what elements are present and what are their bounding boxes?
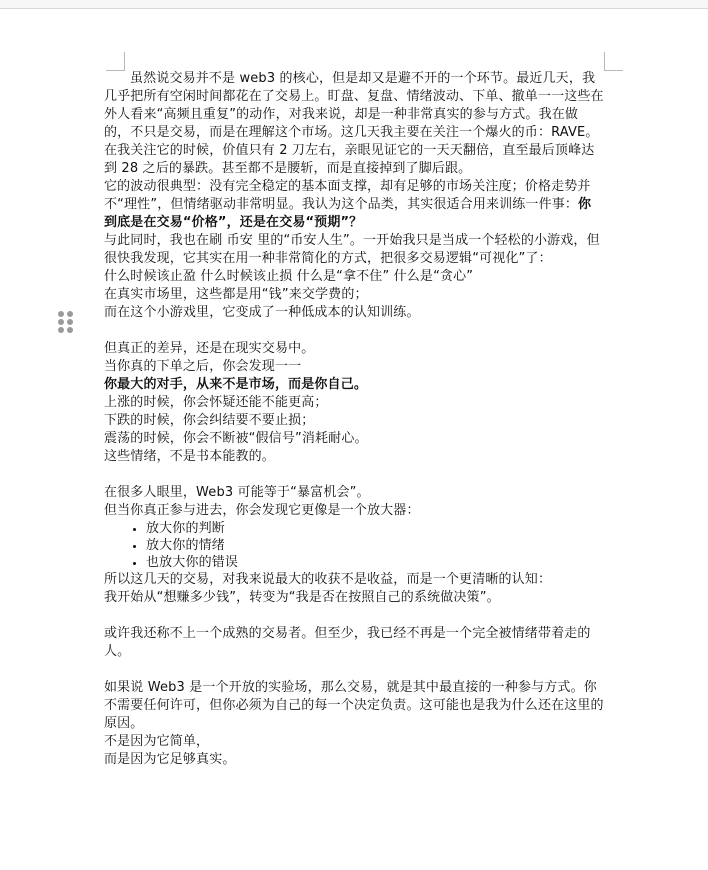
- drag-dot-icon: [67, 319, 73, 325]
- drag-dot-icon: [67, 327, 73, 333]
- paragraph-amplifier: 但当你真正参与进去，你会发现它更像是一个放大器：: [104, 503, 420, 518]
- paragraph-real-market: 在真实市场里，这些都是用“钱”来交学费的；: [104, 287, 368, 302]
- paragraph-mature-trader: 或许我还称不上一个成熟的交易者。但至少，我已经不再是一个完全被情绪带着走的人。: [104, 626, 591, 659]
- paragraph-real-difference: 但真正的差异，还是在现实交易中。: [104, 341, 315, 356]
- drag-dot-icon: [58, 327, 64, 333]
- paragraph-volatility: [104, 178, 604, 232]
- list-item: • 放大你的判断: [146, 520, 604, 537]
- paragraph-low-cost: 而在这个小游戏里，它变成了一种低成本的认知训练。: [104, 305, 420, 320]
- paragraph-falling: 下跌的时候，你会纠结要不要止损；: [104, 413, 315, 428]
- paragraph-volatility-question: 你到底是在交易“价格”，还是在交易“预期”？: [104, 197, 592, 230]
- page-top-border: [0, 0, 708, 9]
- drag-dot-icon: [67, 311, 73, 317]
- paragraph-open-lab: 如果说 Web3 是一个开放的实验场，那么交易，就是其中最直接的一种参与方式。你不需要任何许可，但你必须为自己的每一个决定负责。这可能也是我为什么还在这里的原因。: [104, 680, 604, 731]
- paragraph-intro: 虽然说交易并不是 web3 的核心，但是却又是避不开的一个环节。最近几天，我几乎把所有空闲时间都花在了交易上。盯盘、复盘、情绪波动、下单、撤单一一这些在外人看来“高频且重复”的动作，对我来说，却是一种非常真实的参与方式。我在做的，不只是交易，而是在理解这个市场。这几天我主要在关注一个爆火的币：RAVE。在我关注它的时候，价值只有 2 刀左右，亲眼见证它的一天天翻倍，直至最后顶峰达到 28 之后的暴跌。甚至都不是腰斩，而是直接掉到了脚后跟。: [104, 71, 604, 176]
- list-item: • 也放大你的错误: [146, 554, 604, 571]
- amplifier-list: [104, 520, 604, 571]
- paragraph-spacer: [104, 466, 604, 484]
- paragraph-trading-questions: 什么时候该止盈 什么时候该止损 什么是“拿不住” 什么是“贪心”: [104, 269, 474, 284]
- drag-dot-icon: [58, 311, 64, 317]
- drag-handle-icon[interactable]: [58, 311, 72, 333]
- page-corner-left: [106, 52, 125, 71]
- list-item: • 放大你的情绪: [146, 537, 604, 554]
- document-body[interactable]: [104, 70, 604, 769]
- paragraph-real-enough: 而是因为它足够真实。: [104, 752, 236, 767]
- paragraph-volatility-text: 它的波动很典型：没有完全稳定的基本面支撑，却有足够的市场关注度；价格走势并不“理性”，但情绪驱动非常明显。我认为这个品类，其实很适合用来训练一件事：: [104, 179, 591, 212]
- paragraph-emotions: 这些情绪，不是书本能教的。: [104, 449, 275, 464]
- page-corner-right: [604, 52, 623, 71]
- paragraph-mindset-shift: 我开始从“想赚多少钱”，转变为“我是否在按照自己的系统做决策”。: [104, 590, 500, 605]
- paragraph-spacer: [104, 661, 604, 679]
- paragraph-rising: 上涨的时候，你会怀疑还能不能更高；: [104, 395, 328, 410]
- paragraph-after-order: 当你真的下单之后，你会发现一一: [104, 359, 302, 374]
- paragraph-oscillating: 震荡的时候，你会不断被“假信号”消耗耐心。: [104, 431, 368, 446]
- paragraph-spacer: [104, 607, 604, 625]
- paragraph-binance-life: 与此同时，我也在刷 币安 里的“币安人生”。一开始我只是当成一个轻松的小游戏，但很快我发现，它其实在用一种非常简化的方式，把很多交易逻辑“可视化”了：: [104, 233, 600, 266]
- paragraph-web3-opportunity: 在很多人眼里，Web3 可能等于“暴富机会”。: [104, 485, 370, 500]
- drag-dot-icon: [58, 319, 64, 325]
- paragraph-harvest: 所以这几天的交易，对我来说最大的收获不是收益，而是一个更清晰的认知：: [104, 572, 552, 587]
- paragraph-biggest-opponent: 你最大的对手，从来不是市场，而是你自己。: [104, 377, 368, 392]
- paragraph-spacer: [104, 322, 604, 340]
- paragraph-not-simple: 不是因为它简单，: [104, 734, 210, 749]
